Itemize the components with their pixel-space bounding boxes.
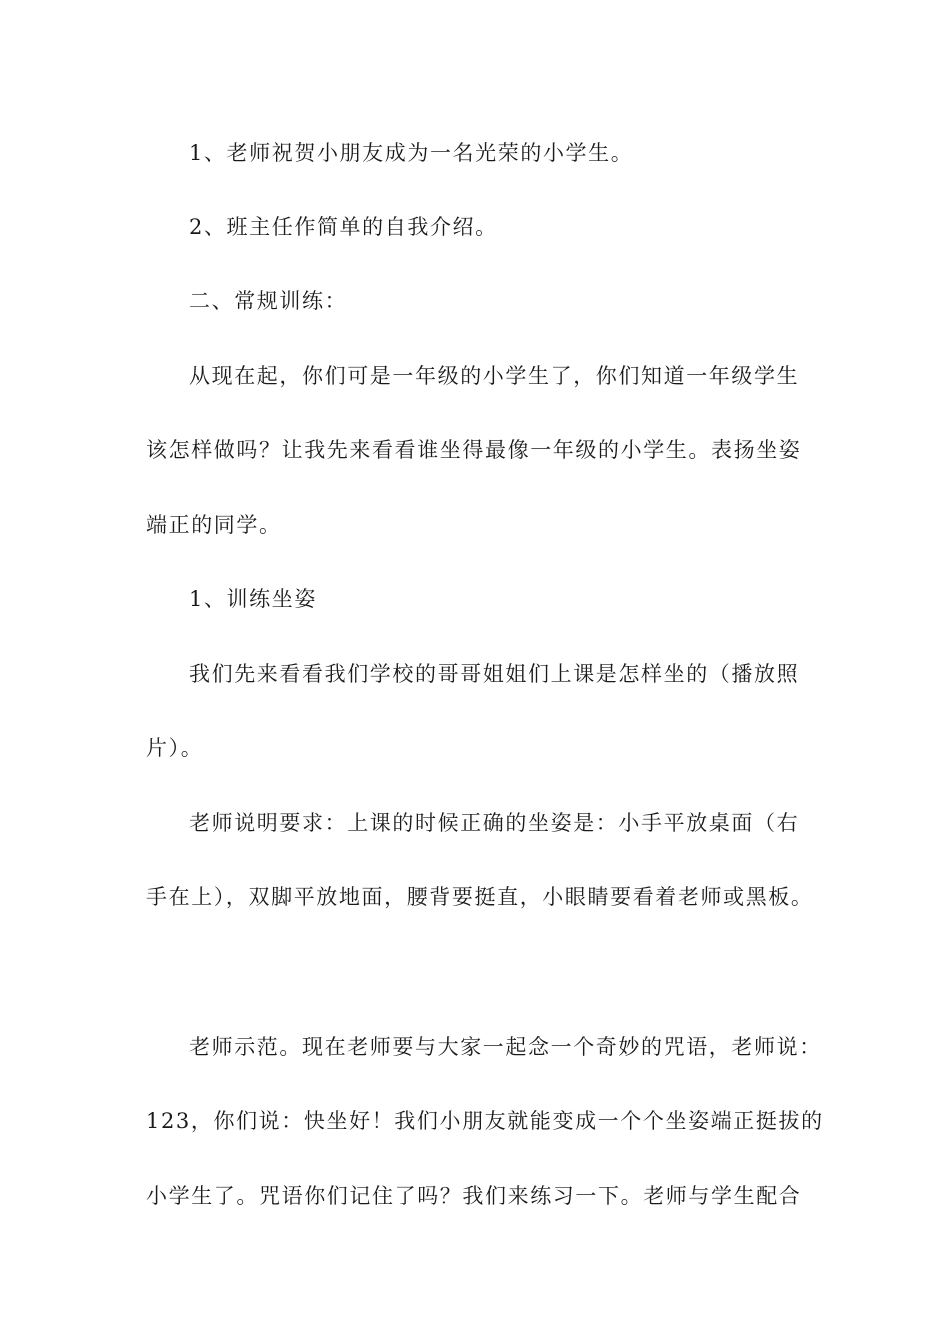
text-line-13: 123，你们说：快坐好！我们小朋友就能变成一个个坐姿端正挺拔的 bbox=[146, 1109, 824, 1133]
text-line-12: 老师示范。现在老师要与大家一起念一个奇妙的咒语，老师说： bbox=[189, 1035, 822, 1059]
text-line-14: 小学生了。咒语你们记住了吗？我们来练习一下。老师与学生配合 bbox=[146, 1184, 802, 1208]
text-line-4: 从现在起，你们可是一年级的小学生了，你们知道一年级学生 bbox=[189, 364, 800, 388]
text-line-11: 手在上），双脚平放地面，腰背要挺直，小眼睛要看着老师或黑板。 bbox=[146, 885, 814, 909]
text-line-5: 该怎样做吗？让我先来看看谁坐得最像一年级的小学生。表扬坐姿 bbox=[146, 438, 802, 462]
text-line-2: 2、班主任作简单的自我介绍。 bbox=[189, 215, 498, 239]
text-line-1: 1、老师祝贺小朋友成为一名光荣的小学生。 bbox=[189, 141, 634, 165]
text-line-6: 端正的同学。 bbox=[146, 513, 282, 537]
subsection-heading: 1、训练坐姿 bbox=[189, 587, 317, 611]
text-line-10: 老师说明要求：上课的时候正确的坐姿是：小手平放桌面（右 bbox=[189, 811, 800, 835]
section-heading: 二、常规训练： bbox=[189, 289, 348, 313]
text-line-8: 我们先来看看我们学校的哥哥姐姐们上课是怎样坐的（播放照 bbox=[189, 662, 800, 686]
text-line-9: 片）。 bbox=[146, 736, 204, 760]
